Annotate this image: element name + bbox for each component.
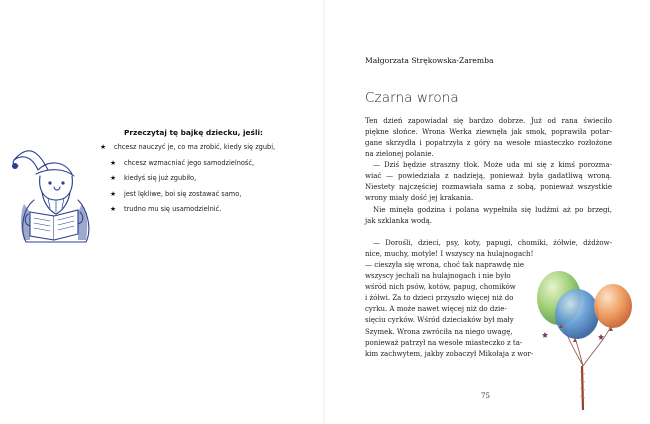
story-paragraph: Ten dzień zapowiadał się bardzo dobrze. Już od rana świeciło piękne słońce. Wrona Werka ziewnęła jak smok, poprawiła potar- gane skrzydła i popatrzyła z góry na wesołe miasteczko rozłożone na zielonej polanie.: [365, 117, 612, 159]
tip-item: ★ kiedyś się już zgubiło,: [110, 174, 197, 183]
tip-item: ★ chcesz wzmacniać jego samodzielność,: [110, 158, 255, 167]
author-name: Małgorzata Strękowska-Zaremba: [365, 56, 494, 65]
story-paragraph: — Dziś będzie straszny tłok. Może uda mi się z kimś porozma- wiać — powiedziała z nadzieją, ponieważ była gadatliwą wroną. Niestety najczęściej rozmawiała sama z sobą, ponieważ wszystkie wrony miały dość jej krakania.: [365, 161, 612, 203]
right-page: [325, 0, 650, 424]
tips-list: [100, 143, 300, 221]
page-number: 75: [481, 392, 490, 400]
story-paragraph: — Dorośli, dzieci, psy, koty, papugi, chomiki, żółwie, dżdżow- nice, muchy, motyle! I wszyscy na hulajnogach!: [365, 239, 612, 259]
story-paragraph: Nie minęła godzina i polana wypełniła się ludźmi aż po brzegi, jak szklanka wodą.: [365, 206, 612, 226]
star-icon: ★: [100, 143, 107, 151]
star-icon: ★: [110, 158, 117, 167]
star-icon: ★: [110, 205, 117, 214]
intro-heading: Przeczytaj tę bajkę dziecku, jeśli:: [124, 128, 263, 137]
star-icon: ★: [110, 174, 117, 183]
tip-item: ★ trudno mu się usamodzielnić.: [110, 205, 222, 214]
star-icon: ★: [110, 189, 117, 198]
balloons-illustration: [525, 262, 637, 414]
tip-item: ★ chcesz nauczyć je, co ma zrobić, kiedy się zgubi,: [100, 143, 276, 151]
story-paragraph-narrow: — cieszyła się wrona, choć tak naprawdę nie wszyscy jechali na hulajnogach i nie było wśród nich psów, kotów, papug, chomików i żółwi. Za to dzieci przyszło więcej niż do cyrku. A może nawet więcej niż do dzie- sięciu cyrków. Wśród dzieciaków był mały Szymek. Wrona zwróciła na niego uwagę, ponieważ patrzył na wesołe miasteczko z ta- kim zachwytem, jakby zobaczył Mikołaja z wor-: [365, 261, 534, 358]
tip-item: ★ jest lękliwe, boi się zostawać samo,: [110, 189, 242, 198]
gnome-reading-illustration: [8, 130, 100, 245]
story-title: Czarna wrona: [365, 90, 459, 106]
